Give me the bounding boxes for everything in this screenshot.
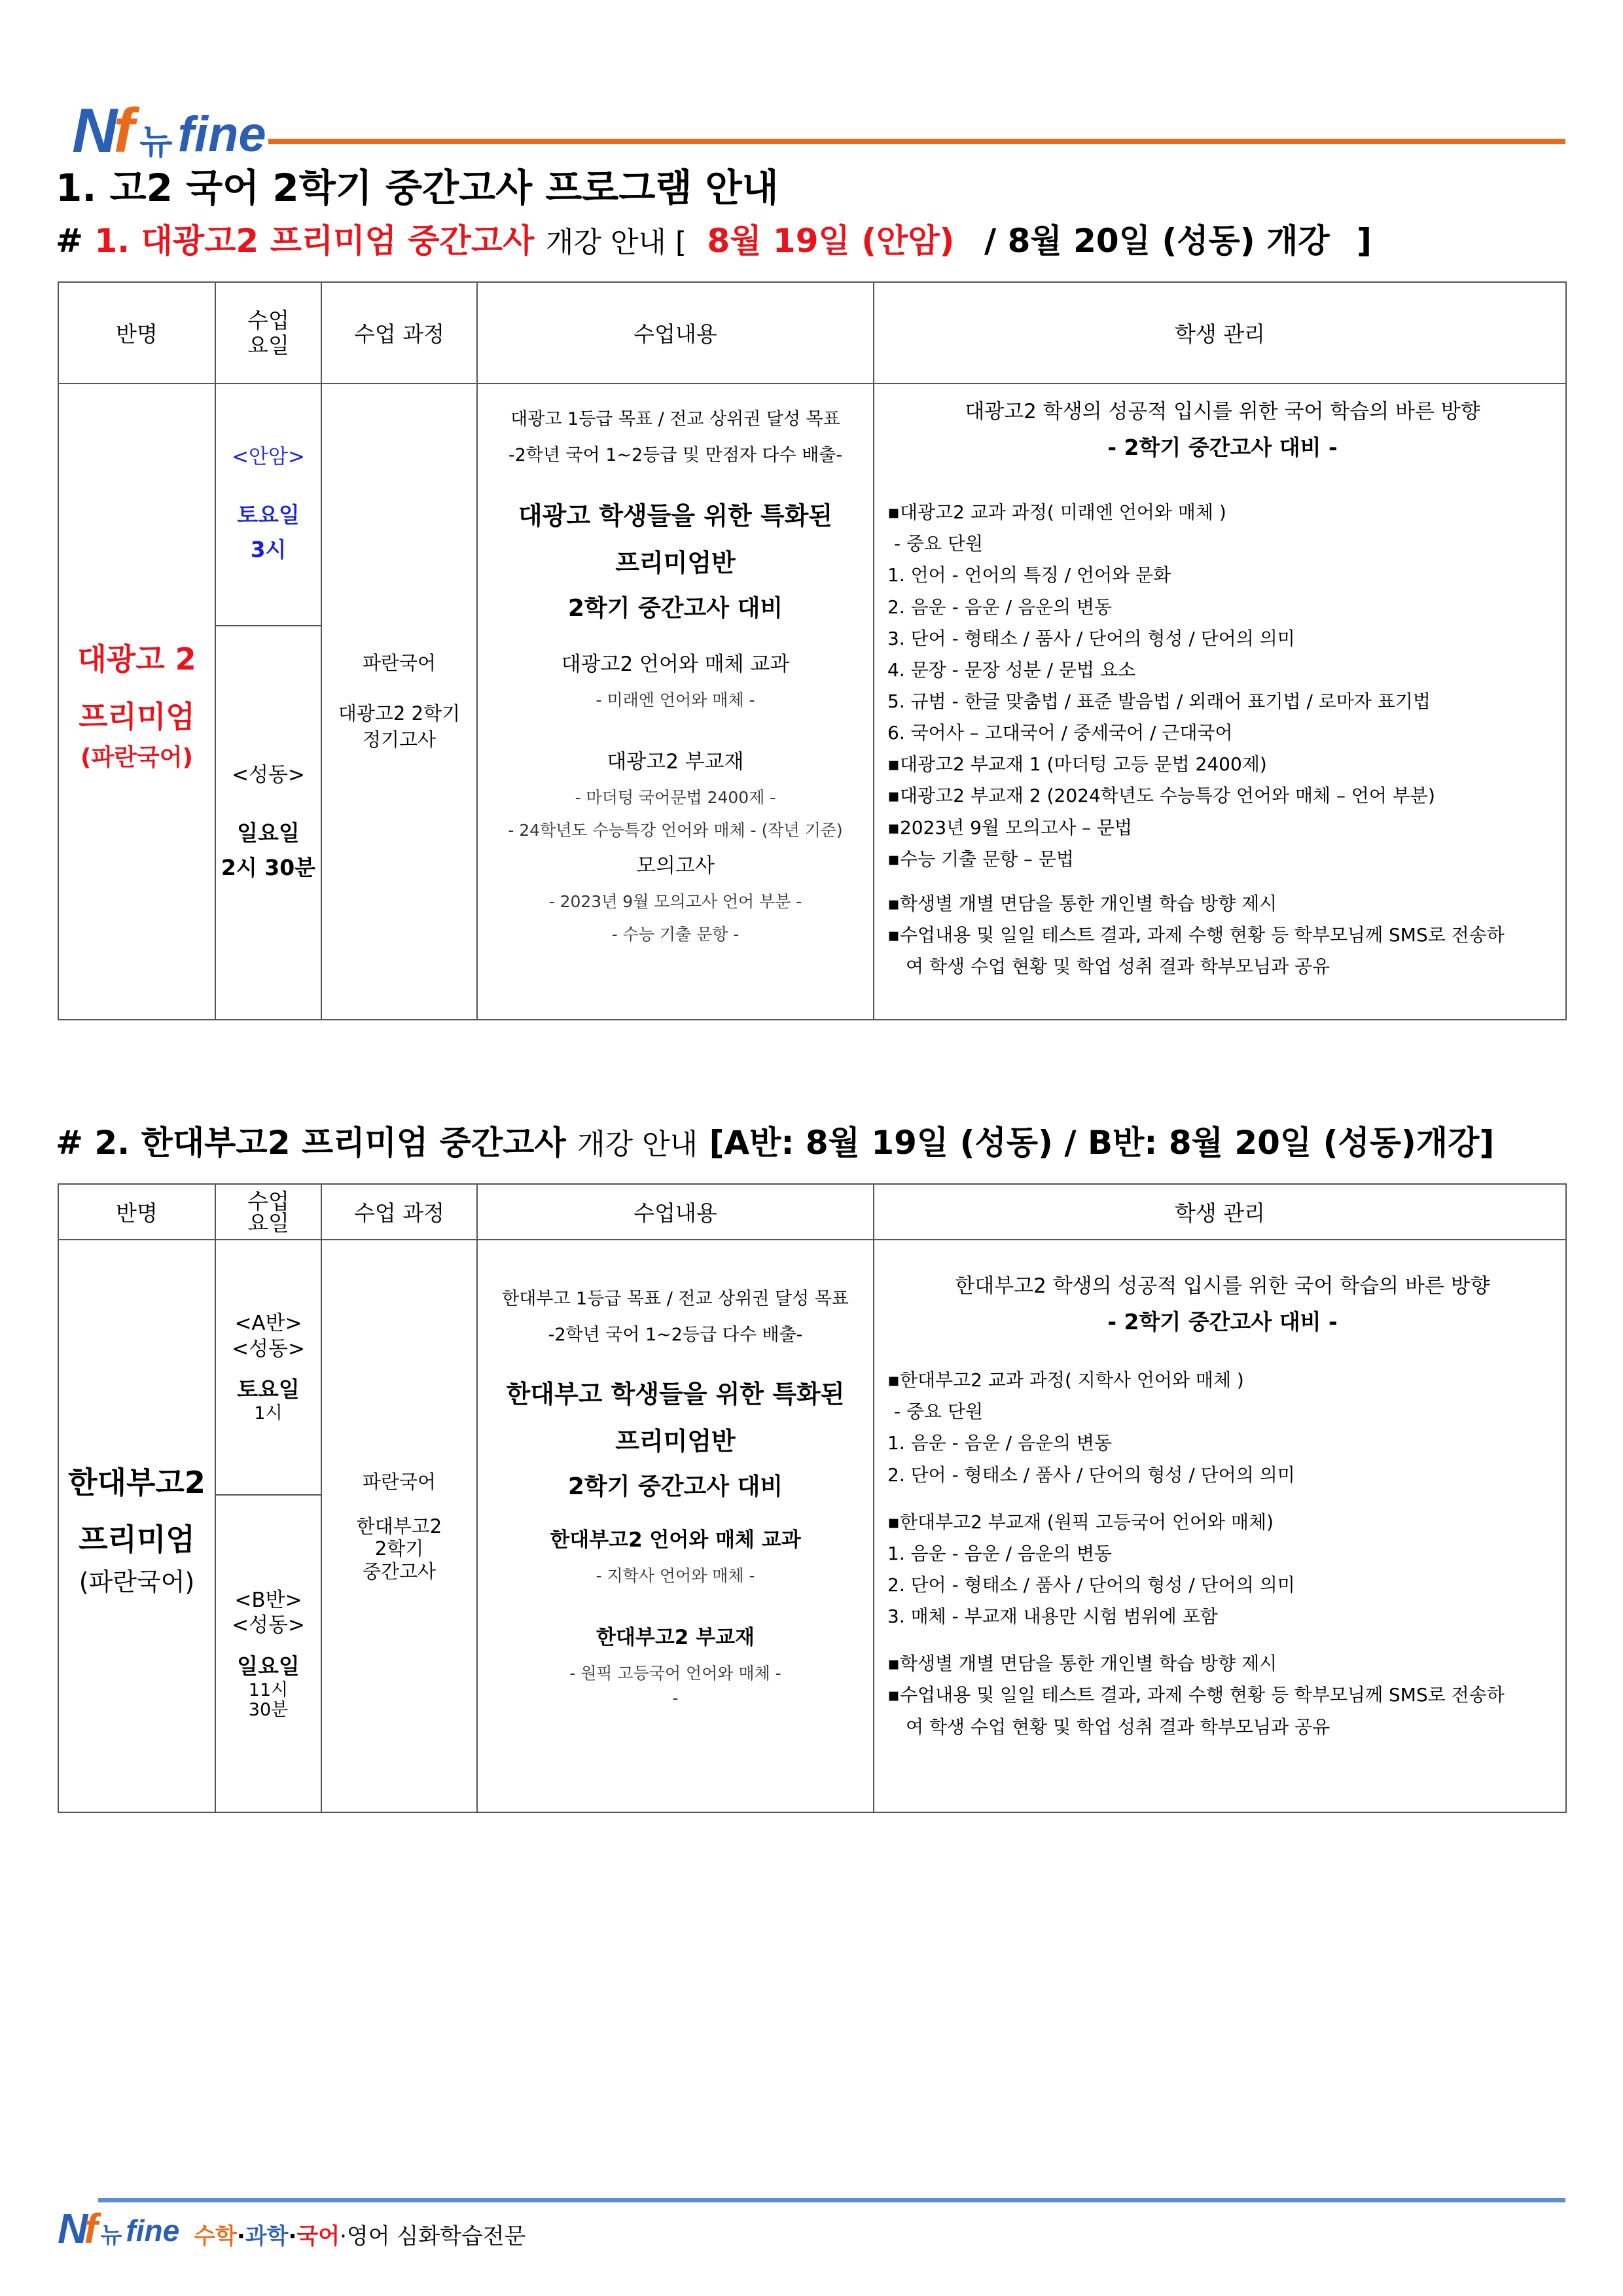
- day-class: <A반>: [234, 1311, 302, 1335]
- management-line: 여 학생 수업 현황 및 학업 성취 결과 학부모님과 공유: [906, 1715, 1330, 1738]
- management-cell: [874, 384, 1566, 1020]
- section1-title: 1. 대광고2 프리미엄 중간고사: [94, 222, 535, 260]
- course-line: 파란국어: [362, 652, 437, 675]
- management-subtitle: - 2학기 중간고사 대비 -: [1107, 1309, 1338, 1335]
- content-subtitle: 한대부고2 부교재: [596, 1626, 755, 1650]
- header-day: [215, 1184, 321, 1240]
- section1-close: ]: [1357, 222, 1372, 260]
- content-subtitle: 한대부고2 언어와 매체 교과: [550, 1528, 801, 1552]
- header-course: 수업 과정: [321, 282, 477, 384]
- content-goal: 한대부고 1등급 목표 / 전교 상위권 달성 목표: [502, 1289, 849, 1309]
- management-line: ▪학생별 개별 면담을 통한 개인별 학습 방향 제시: [887, 892, 1277, 914]
- header-content: 수업내용: [477, 282, 874, 384]
- content-detail: - 마더텅 국어문법 2400제 -: [575, 788, 776, 808]
- day-weekday: 토요일: [237, 1376, 300, 1403]
- class-sub: (파란국어): [80, 744, 193, 771]
- table-header-row: [58, 282, 1566, 384]
- day-class: <B반>: [234, 1588, 302, 1612]
- management-cell: [874, 1240, 1566, 1812]
- management-line: 여 학생 수업 현황 및 학업 성취 결과 학부모님과 공유: [906, 956, 1330, 978]
- day-weekday: 토요일: [237, 502, 300, 528]
- footer-dot: ·: [236, 2223, 245, 2250]
- logo-fine: fine: [177, 106, 266, 162]
- content-goal: -2학년 국어 1~2등급 다수 배출-: [548, 1325, 803, 1346]
- header-class: 반명: [58, 1184, 215, 1240]
- management-title: 한대부고2 학생의 성공적 입시를 위한 국어 학습의 바른 방향: [955, 1274, 1490, 1298]
- content-detail: - 미래엔 언어와 매체 -: [596, 691, 755, 710]
- management-line: 5. 규범 - 한글 맞춤법 / 표준 발음법 / 외래어 표기법 / 로마자 표기법: [887, 691, 1431, 712]
- section2-heading: [56, 1117, 1494, 1164]
- content-detail: - 원픽 고등국어 언어와 매체 -: [569, 1664, 781, 1683]
- management-line: ▪한대부고2 교과 과정( 지학사 언어와 매체 ): [887, 1369, 1244, 1391]
- content-detail: - 24학년도 수능특강 언어와 매체 - (작년 기준): [508, 821, 843, 840]
- management-line: 2. 음운 - 음운 / 음운의 변동: [887, 596, 1113, 618]
- management-line: 1. 음운 - 음운 / 음운의 변동: [887, 1432, 1113, 1454]
- day-time: 3시: [250, 537, 287, 563]
- class-cell: [58, 1240, 215, 1812]
- content-cell: [477, 1240, 874, 1812]
- management-line: 6. 국어사 – 고대국어 / 중세국어 / 근대국어: [887, 722, 1233, 744]
- day-time: 11시: [248, 1680, 289, 1700]
- management-line: 2. 단어 - 형태소 / 품사 / 단어의 형성 / 단어의 의미: [887, 1463, 1295, 1486]
- logo-f: f: [113, 96, 131, 166]
- header-day: [215, 282, 321, 384]
- course-line: 중간고사: [362, 1560, 437, 1583]
- content-cell: [477, 384, 874, 1020]
- management-line: 1. 음운 - 음운 / 음운의 변동: [887, 1542, 1113, 1564]
- management-line: ▪2023년 9월 모의고사 – 문법: [887, 816, 1133, 838]
- management-line: 3. 매체 - 부교재 내용만 시험 범위에 포함: [887, 1605, 1218, 1628]
- management-line: ▪수업내용 및 일일 테스트 결과, 과제 수행 현황 등 학부모님께 SMS로 전송하: [887, 1684, 1505, 1706]
- logo-n: N: [72, 96, 114, 166]
- content-goal: -2학년 국어 1~2등급 및 만점자 다수 배출-: [508, 445, 843, 466]
- section2-hash: #: [56, 1124, 83, 1162]
- footer-logo: [58, 2206, 526, 2251]
- course-line: 정기고사: [362, 728, 437, 751]
- header-line: [268, 139, 1565, 144]
- footer-subject-korean: 국어: [296, 2223, 340, 2250]
- section1-date-red: 8월 19일 (안암): [707, 222, 955, 260]
- table-row: [58, 1240, 1566, 1495]
- table-header-row: [58, 1184, 1566, 1240]
- course-line: 대광고2 2학기: [338, 702, 461, 725]
- content-detail: - 지학사 언어와 매체 -: [596, 1566, 755, 1586]
- day-place: <성동>: [232, 1336, 305, 1361]
- content-subtitle: 대광고2 언어와 매체 교과: [561, 653, 790, 677]
- content-headline: 대광고 학생들을 위한 특화된: [518, 501, 833, 530]
- section1-hash: #: [56, 222, 83, 260]
- header-course: 수업 과정: [321, 1184, 477, 1240]
- management-line: - 중요 단원: [894, 533, 984, 555]
- footer-subject-rest: ·영어 심화학습전문: [340, 2223, 526, 2250]
- day-cell-1: [215, 1240, 321, 1495]
- day-time: 30분: [248, 1699, 289, 1720]
- section2-title: 2. 한대부고2 프리미엄 중간고사: [94, 1124, 566, 1162]
- section2-mid: 개강 안내: [577, 1128, 698, 1161]
- class-sub: (파란국어): [79, 1568, 195, 1597]
- content-headline: 2학기 중간고사 대비: [567, 595, 783, 622]
- management-spacer: [887, 1632, 1558, 1648]
- table-row: [58, 384, 1566, 626]
- section2-dates: [A반: 8월 19일 (성동) / B반: 8월 20일 (성동)개강]: [709, 1124, 1495, 1162]
- course-cell: [321, 384, 477, 1020]
- content-subtitle: 대광고2 부교재: [607, 750, 744, 774]
- footer-tagline: [194, 2218, 526, 2250]
- content-subtitle: 모의고사: [636, 854, 715, 878]
- management-line: 4. 문장 - 문장 성분 / 문법 요소: [887, 658, 1136, 681]
- day-weekday: 일요일: [237, 1653, 300, 1679]
- footer-logo-korean: 뉴: [100, 2222, 122, 2249]
- header-management: 학생 관리: [874, 1184, 1566, 1240]
- footer-logo-f: f: [84, 2205, 94, 2252]
- content-headline: 2학기 중간고사 대비: [567, 1473, 783, 1501]
- day-time: 2시 30분: [221, 855, 316, 881]
- footer-subject-science: 과학: [245, 2223, 289, 2250]
- content-detail: - 2023년 9월 모의고사 언어 부분 -: [548, 892, 802, 912]
- management-line: 3. 단어 - 형태소 / 품사 / 단어의 형성 / 단어의 의미: [887, 627, 1295, 649]
- footer-logo-mark: [58, 2204, 94, 2253]
- management-line: ▪대광고2 부교재 2 (2024학년도 수능특강 언어와 매체 – 언어 부분): [887, 785, 1435, 807]
- management-spacer: [887, 1491, 1558, 1507]
- class-name: 한대부고2: [68, 1464, 205, 1500]
- management-line: ▪대광고2 부교재 1 (마더텅 고등 문법 2400제): [887, 753, 1267, 776]
- management-line: ▪대광고2 교과 과정( 미래엔 언어와 매체 ): [887, 501, 1226, 524]
- management-line: ▪학생별 개별 면담을 통한 개인별 학습 방향 제시: [887, 1653, 1277, 1675]
- content-headline: 프리미엄반: [615, 548, 736, 577]
- course-line: 2학기: [374, 1537, 424, 1560]
- footer-line: [98, 2198, 1565, 2202]
- class-name-2: 프리미엄: [79, 1522, 195, 1557]
- day-place: <성동>: [232, 1613, 305, 1638]
- course-line: 파란국어: [362, 1471, 437, 1493]
- course-line: 한대부고2: [356, 1515, 442, 1537]
- logo-mark: [72, 95, 130, 167]
- day-cell-1: [215, 384, 321, 626]
- class-name: 대광고 2: [77, 641, 196, 677]
- header-management: 학생 관리: [874, 282, 1566, 384]
- day-place: <성동>: [232, 762, 305, 787]
- page-title: 1. 고2 국어 2학기 중간고사 프로그램 안내: [56, 166, 779, 210]
- management-line: ▪수업내용 및 일일 테스트 결과, 과제 수행 현황 등 학부모님께 SMS로 전송하: [887, 924, 1505, 946]
- day-time: 1시: [254, 1403, 283, 1424]
- day-place: <안암>: [232, 444, 305, 469]
- management-subtitle: - 2학기 중간고사 대비 -: [1107, 435, 1338, 461]
- logo-korean: 뉴: [139, 122, 173, 162]
- management-title: 대광고2 학생의 성공적 입시를 위한 국어 학습의 바른 방향: [965, 400, 1480, 423]
- header-logo: [72, 98, 266, 164]
- footer-logo-fine: fine: [126, 2214, 180, 2248]
- course-cell: [321, 1240, 477, 1812]
- day-cell-2: [215, 1495, 321, 1812]
- section1-heading: [56, 215, 1372, 262]
- footer-subject-math: 수학: [194, 2223, 237, 2250]
- content-detail: - 수능 기출 문항 -: [611, 925, 740, 944]
- footer-dot: ·: [288, 2223, 297, 2250]
- header-day-text: 수업 요일: [247, 1188, 289, 1236]
- content-goal: 대광고 1등급 목표 / 전교 상위권 달성 목표: [510, 409, 840, 429]
- management-line: ▪한대부고2 부교재 (원픽 고등국어 언어와 매체): [887, 1511, 1274, 1533]
- management-line: 2. 단어 - 형태소 / 품사 / 단어의 형성 / 단어의 의미: [887, 1574, 1295, 1596]
- footer-logo-n: N: [58, 2205, 84, 2252]
- class-name-2: 프리미엄: [79, 698, 195, 734]
- content-headline: 한대부고 학생들을 위한 특화된: [506, 1379, 845, 1408]
- section2-table: [58, 1183, 1567, 1813]
- header-day-text: 수업 요일: [247, 307, 289, 358]
- management-spacer: [887, 875, 1558, 888]
- section1-date-rest: / 8월 20일 (성동) 개강: [984, 222, 1330, 260]
- management-line: 1. 언어 - 언어의 특징 / 언어와 문화: [887, 564, 1171, 586]
- header-class: 반명: [58, 282, 215, 384]
- content-detail: -: [672, 1689, 679, 1708]
- class-cell: [58, 384, 215, 1020]
- header-content: 수업내용: [477, 1184, 874, 1240]
- management-line: ▪수능 기출 문항 – 문법: [887, 848, 1074, 870]
- day-weekday: 일요일: [237, 820, 300, 846]
- section1-table: [58, 281, 1567, 1020]
- day-cell-2: [215, 626, 321, 1020]
- content-headline: 프리미엄반: [615, 1426, 736, 1456]
- management-line: - 중요 단원: [894, 1401, 984, 1423]
- section1-mid: 개강 안내 [: [545, 226, 687, 259]
